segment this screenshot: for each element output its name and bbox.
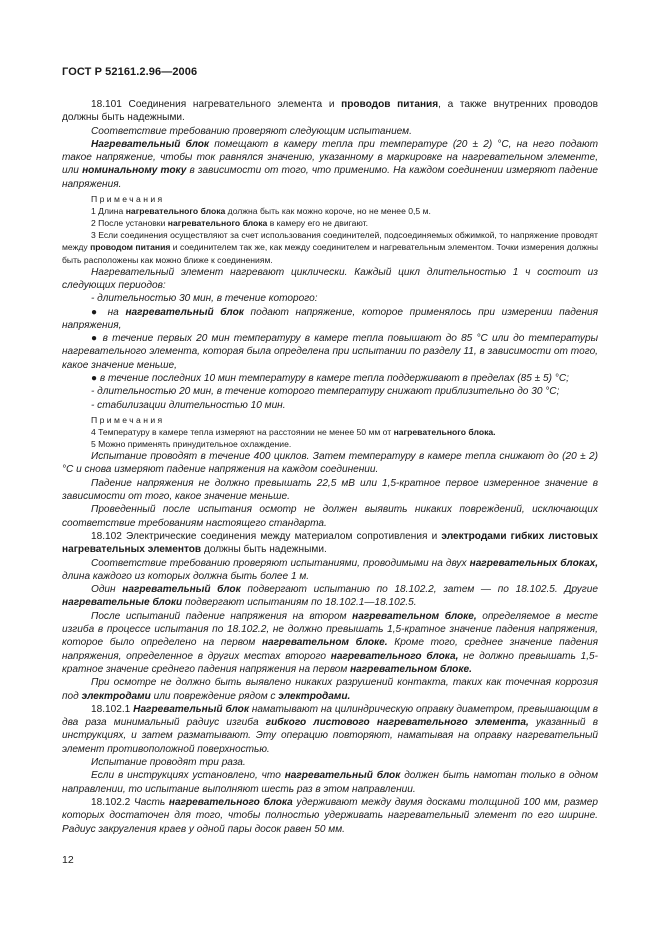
text-run: ● на [91,306,126,318]
text-run: 18.102 Электрические соединения между материалом сопротивления и [91,530,442,542]
text-run: помещают в камеру тепла при температуре (20 ± 2) °С, на него подают такое напряжение, чтобы ток равнялся значению, указанному в маркировке на нагревательном элементе, или [62,138,598,177]
text-run: Нагревательный элемент нагревают циклически. Каждый цикл длительностью 1 ч состоит из следующих периодов: [62,266,598,291]
text-run: Соответствие требованию проверяют следующим испытанием. [91,125,412,137]
text-run: Испытание проводят три раза. [91,757,246,769]
text-paragraph [62,796,598,836]
bold-term: нагревательного блока [168,796,293,808]
bold-term: нагревательный блок [284,770,401,782]
bold-term: нагревательные блоки [62,597,183,609]
text-run: 2 После установки [91,218,168,229]
bold-term: нагревательный блок [122,584,241,596]
text-paragraph [62,503,598,530]
text-paragraph [62,530,598,557]
text-run: 18.102.2 [91,796,135,808]
bold-term: нагревательном блоке. [261,637,388,649]
text-run: указанный в инструкциях, и затем разматывают. Эту операцию повторяют, наматывая на оправку нагревательный элемент противоположной поверхностью. [62,717,598,755]
bold-term: номинальному току [82,165,187,177]
text-paragraph [62,399,598,412]
text-run: 18.102.1 [91,703,134,715]
bold-term: электродами гибких листовых нагревательных элементов [62,530,598,556]
text-run: подвергают испытаниям по 18.102.1—18.102.5. [182,597,417,609]
text-paragraph [62,450,598,477]
text-run: 3 Если соединения осуществляют за счет использования соединителей, подсоединяемых обжимкой, то напряжение проводят между [62,230,598,253]
text-run: должен быть намотан только в одном направлении, то испытание выполняют шесть раз в этом направлении. [62,770,598,795]
text-paragraph [62,372,598,385]
text-paragraph [62,332,598,372]
text-run: 18.101 Соединения нагревательного элемента и [91,99,342,110]
note-paragraph [62,426,598,438]
bold-term: электродами. [278,690,351,702]
text-run: 4 Температуру в камере тепла измеряют на расстоянии не менее 50 мм от [91,427,394,437]
text-paragraph [62,125,598,138]
text-run: в камеру его не двигают. [267,218,369,229]
text-run: Один [91,584,123,596]
note-paragraph [62,229,598,265]
note-paragraph [62,205,598,217]
text-run: удерживают между двумя досками толщиной 100 мм, размер которых достаточен для того, чтобы полностью удерживать нагревательный элемент по его ширине. Радиус закругления краев у одной пары досок равен 50 мм. [62,796,598,835]
text-run: Падение напряжения не должно превышать 22,5 мВ или 1,5-кратное первое измеренное значение в зависимости от того, какое значение меньше. [62,477,598,503]
bold-term: нагревательных блоках, [469,557,599,569]
text-run: ● в течение последних 10 мин температуру в камере тепла поддерживают в пределах (85 ± 5) °С; [91,373,569,385]
bold-term: проводом питания [90,242,171,253]
text-run: - длительностью 30 мин, в течение которого: [91,293,318,305]
bold-term: нагревательного блока [167,218,268,229]
text-run: , а также внутренних проводов должны быть надежными. [62,99,598,124]
text-run: наматывают на цилиндрическую оправку диаметром, превышающим в два раза минимальный радиус изгиба [62,703,598,729]
text-run: ● в течение первых 20 мин температуру в камере тепла повышают до 85 °С или до температуры нагревательного элемента, которая была определена при испытании по разделу 11, в зависимости от того, какое значение меньше, [62,333,598,371]
text-run: в зависимости от того, что применимо. На каждом соединении измеряют падение напряжения. [62,165,598,190]
text-run: Примечания [91,194,165,205]
text-run: Если в инструкциях установлено, что [91,770,285,782]
text-paragraph [62,98,598,125]
note-paragraph [62,414,598,426]
text-run: После испытаний падение напряжения на втором [91,610,353,622]
text-paragraph [62,676,598,703]
note-paragraph [62,438,598,450]
text-paragraph [62,306,598,333]
text-run: определяемое в месте изгиба в процессе испытания по 18.102.2, не должно превышать 1,5-кратное значение падения напряжения, которое было определено на первом [62,610,598,649]
bold-term: нагревательного блока [125,206,226,217]
text-run: должны быть надежными. [201,544,327,556]
text-run: Кроме того, среднее значение падения напряжения, определенное в других местах второго [62,637,598,662]
bold-term: проводов питания [341,99,439,110]
text-paragraph [62,557,598,584]
text-run: 5 Можно применять принудительное охлаждение. [91,439,292,450]
text-run: При осмотре не должно быть выявлено никаких разрушений контакта, таких как точечная коррозия под [62,677,598,702]
text-run: Проведенный после испытания осмотр не должен выявить никаких повреждений, исключающих соответствие требованиям настоящего стандарта. [62,504,598,529]
text-paragraph [62,385,598,398]
note-paragraph [62,193,598,205]
bold-term: электродами [81,690,151,702]
text-run: длина каждого из которых должна быть более 1 м. [62,570,310,582]
bold-term: нагревательного блока. [393,427,496,437]
note-paragraph [62,217,598,229]
text-paragraph [62,756,598,769]
text-run: или повреждение рядом с [150,690,279,702]
text-run: не должно превышать 1,5-кратное значение среднего падения напряжения на первом [62,650,598,675]
bold-term: нагревательном блоке, [352,610,477,622]
bold-term: нагревательного блока, [330,650,459,662]
text-paragraph [62,292,598,305]
document-body [62,98,598,836]
bold-term: нагревательный блок [125,306,244,318]
bold-term: Нагревательный блок [91,138,210,150]
text-run: подвергают испытанию по 18.102.2, затем — по 18.102.5. Другие [240,584,598,596]
text-run: - длительностью 20 мин, в течение которого температуру снижают приблизительно до 30 °С; [91,386,560,398]
text-run: и соединителем так же, как между соединителем и нагревательным элементом. Точки измерения должны быть расположены как можно ближе к соединениям. [62,242,598,265]
text-paragraph [62,477,598,504]
text-paragraph [62,610,598,676]
text-run: Испытание проводят в течение 400 циклов. Затем температуру в камере тепла снижают до (20 ± 2) °С и снова измеряют падение напряжения на каждом соединении. [62,451,598,476]
text-run: Соответствие требованию проверяют испытаниями, проводимыми на двух [91,557,470,569]
bold-term: Нагревательный блок [133,703,249,715]
text-run: 1 Длина [91,206,126,217]
text-run: должна быть как можно короче, но не менее 0,5 м. [225,206,431,217]
text-paragraph [62,769,598,796]
text-paragraph [62,583,598,610]
text-paragraph [62,703,598,756]
page-number: 12 [62,854,74,866]
bold-term: гибкого листового нагревательного элемента, [265,717,529,729]
text-run: Примечания [91,414,165,425]
text-run: подают напряжение, которое применялось при измерении падения напряжения, [62,306,598,331]
text-paragraph [62,266,598,293]
text-run: Часть [134,796,169,808]
bold-term: нагревательном блоке. [350,663,472,675]
text-paragraph [62,138,598,191]
text-run: - стабилизации длительностью 10 мин. [91,399,286,411]
document-header: ГОСТ Р 52161.2.96—2006 [62,66,198,78]
